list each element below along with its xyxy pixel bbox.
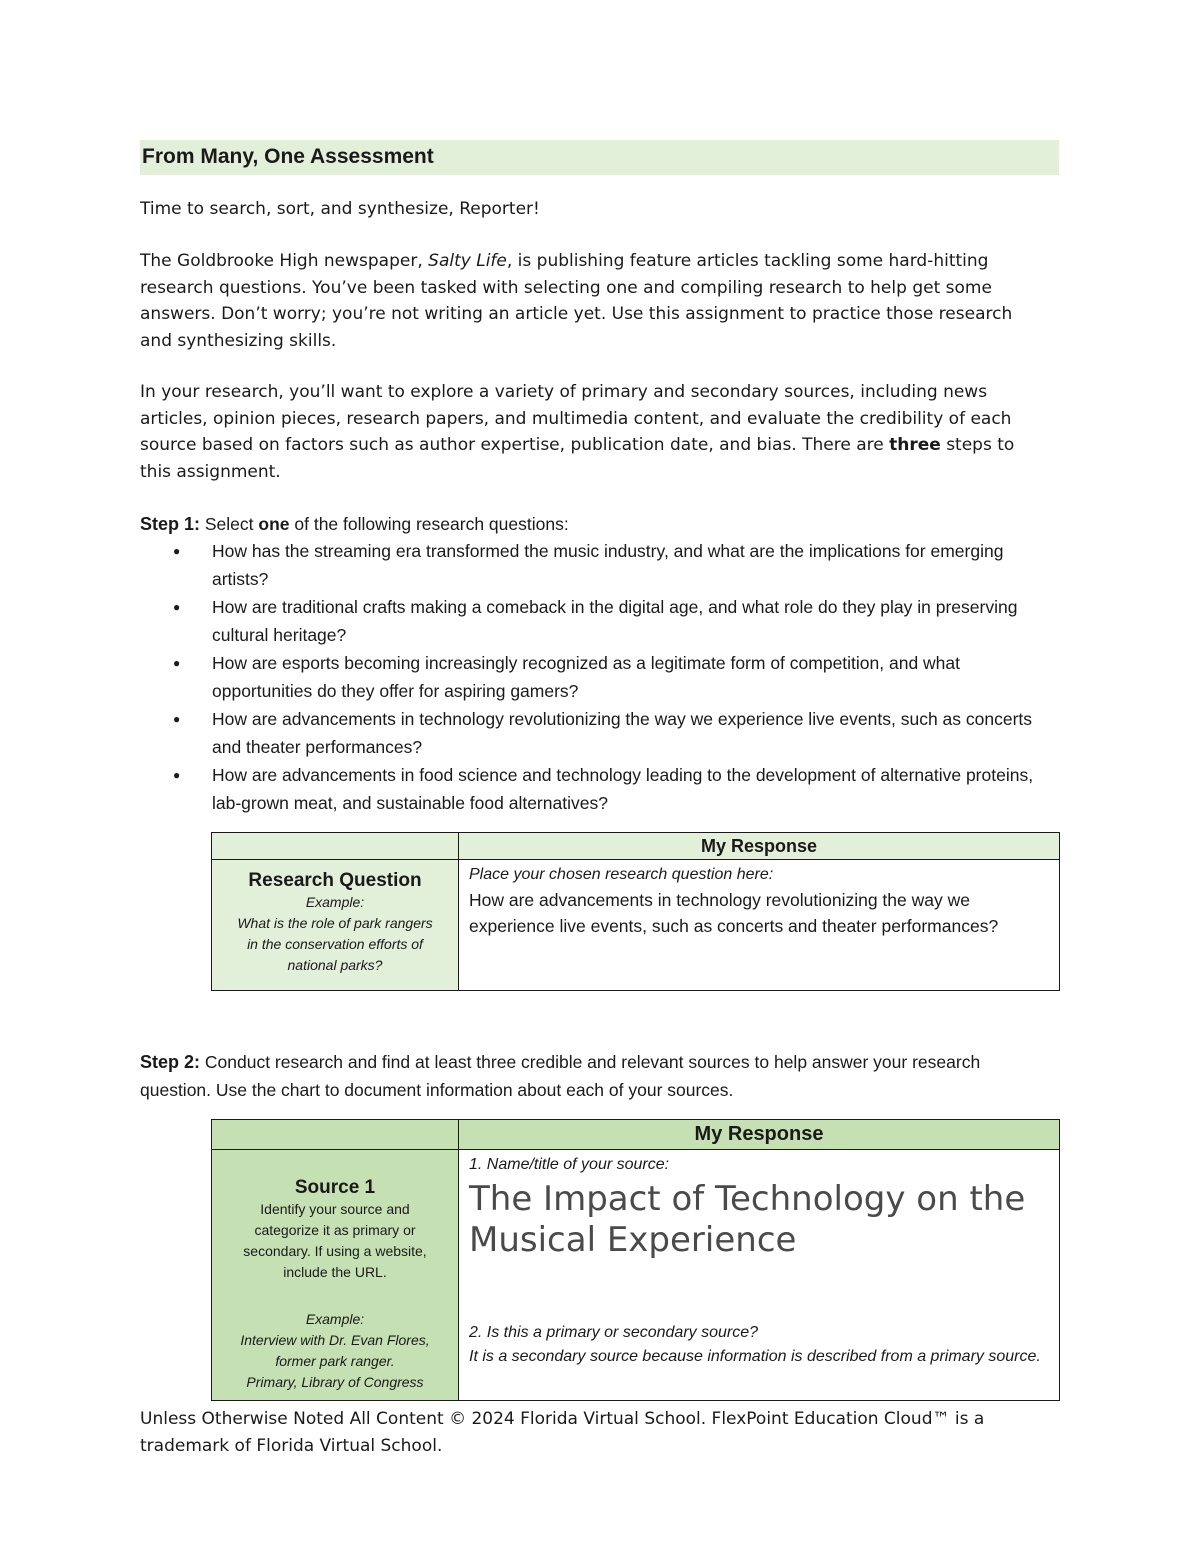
response-prompt: Place your chosen research question here: [469,866,774,883]
source-type-prompt: 2. Is this a primary or secondary source? [469,1324,759,1341]
page-title: From Many, One Assessment [142,145,434,168]
research-question-table [211,832,1060,991]
example-label: Example: [305,894,365,910]
source-name-prompt: 1. Name/title of your source: [469,1156,670,1173]
step2-text [140,1048,1040,1104]
newspaper-name: Salty Life [428,251,507,271]
para3-pre: In your research, you’ll want to explore a variety of primary and secondary sources, including news articles, opinion pieces, research papers, and multimedia content, and evaluate the credibility of each source based on factors such as author expertise, publication date, and bias. There are [140,382,1012,455]
para2-post: , is publishing feature articles tackling some hard-hitting research questions. You’ve been tasked with selecting one and compiling research to help get some answers. Don’t worry; you’re not writing an article yet. Use this assignment to practice those research and synthesizing skills. [140,251,1013,351]
table-header: My Response [459,1120,1060,1150]
research-question-label-cell [212,860,459,991]
list-item: ● How are esports becoming increasingly recognized as a legitimate form of competition, and what opportunities do they offer for aspiring gamers? [140,649,1060,705]
intro-text: Time to search, sort, and synthesize, Reporter! [140,199,540,219]
source-table [211,1119,1060,1401]
table-header: My Response [459,833,1060,860]
header-blank-cell [212,1120,459,1150]
list-item: ● How are advancements in food science and technology leading to the development of alternative proteins, lab-grown meat, and sustainable food alternatives? [140,761,1060,817]
example-text: Interview with Dr. Evan Flores, former park ranger. [240,1332,430,1369]
research-question-list [140,537,1060,817]
para2-pre: The Goldbrooke High newspaper, [140,251,429,271]
footer-copyright: Unless Otherwise Noted All Content © 2024 Florida Virtual School. FlexPoint Education Cloud™ is a trademark of Florida Virtual School. [140,1409,985,1456]
step1-label: Step 1: [140,514,201,534]
step1-heading [140,511,1040,538]
example-text: What is the role of park rangers in the conservation efforts of national parks? [237,915,433,973]
list-item: ● How has the streaming era transformed the music industry, and what are the implications for emerging artists? [140,537,1060,593]
title-banner [140,140,1059,175]
header-blank-cell [212,833,459,860]
intro-paragraph-2 [140,248,1040,354]
source-instructions: Identify your source and categorize it as primary or secondary. If using a website, include the URL. [243,1201,427,1280]
step1-pre: Select [200,514,259,534]
step-count: three [889,435,941,455]
step1-post: of the following research questions: [289,514,569,534]
example-label: Example: [305,1311,365,1327]
source-title: Source 1 [294,1177,376,1198]
source-response-cell[interactable] [459,1150,1060,1401]
step2-body: Conduct research and find at least three credible and relevant sources to help answer your research question. Use the chart to document information about each of your sources. [140,1052,981,1100]
chosen-question: How are advancements in technology revolutionizing the way we experience live events, such as concerts and theater performances? [469,890,999,936]
research-question-response-cell[interactable] [459,860,1060,991]
para3-post: steps to this assignment. [140,435,1015,482]
intro-paragraph-3 [140,379,1040,485]
research-question-title: Research Question [248,870,422,891]
step2-label: Step 2: [140,1052,201,1072]
source-name: The Impact of Technology on the Musical Experience [469,1179,1026,1260]
example-source: Primary, Library of Congress [246,1374,424,1390]
list-item: ● How are advancements in technology revolutionizing the way we experience live events, such as concerts and theater performances? [140,705,1060,761]
source-label-cell [212,1150,459,1401]
step1-emph: one [258,514,290,534]
source-type-answer: It is a secondary source because information is described from a primary source. [469,1348,1041,1365]
list-item: ● How are traditional crafts making a comeback in the digital age, and what role do they play in preserving cultural heritage? [140,593,1060,649]
